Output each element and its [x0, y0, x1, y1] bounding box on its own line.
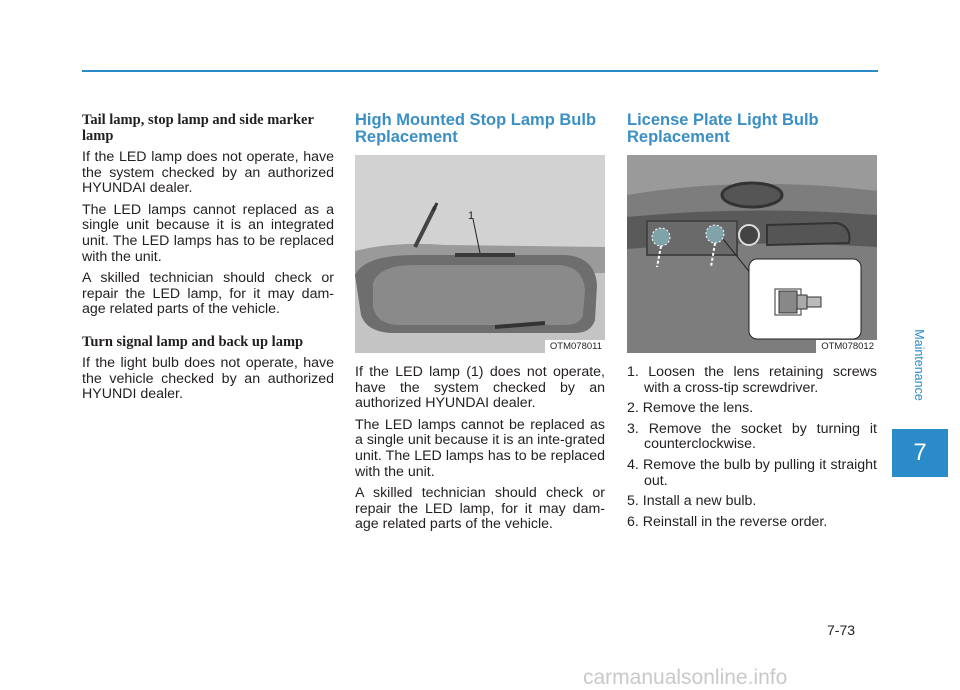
figure-license-plate-light [627, 155, 877, 353]
high-mounted-stop-lamp-title: High Mounted Stop Lamp Bulb Replacement [355, 111, 597, 146]
step-item: 4. Remove the bulb by pulling it straight out. [627, 456, 877, 489]
page-number: 7-73 [827, 622, 856, 638]
callout-1: 1 [468, 210, 475, 222]
step-item: 1. Loosen the lens retaining screws with a cross-tip screwdriver. [627, 364, 877, 396]
high-mounted-paragraph-3: A skilled technician should check or repair the LED lamp, for it may dam-age related parts of the vehicle. [355, 485, 605, 533]
step-item: 3. Remove the socket by turning it counterclockwise. [627, 420, 877, 453]
figure-rear-hatch [355, 155, 605, 353]
figure-code: OTM078011 [545, 340, 605, 353]
column-tail-lamp [82, 112, 334, 409]
replacement-steps [627, 365, 877, 530]
column-high-mounted-stop-lamp [355, 112, 605, 539]
tail-lamp-paragraph-1: If the LED lamp does not operate, have the system checked by an authorized HYUNDAI dealer. [82, 149, 334, 197]
license-plate-light-title: License Plate Light Bulb Replacement [627, 111, 819, 146]
section-side-label [892, 290, 946, 440]
tail-lamp-paragraph-2: The LED lamps cannot replaced as a single unit because it is an integrated unit. The LED lamps has to be replaced with the unit. [82, 201, 334, 265]
high-mounted-paragraph-1: If the LED lamp (1) does not operate, have the system checked by an authorized HYUNDAI dealer. [355, 364, 605, 412]
turn-signal-heading: Turn signal lamp and back up lamp [82, 333, 304, 350]
step-item: 2. Remove the lens. [627, 400, 754, 417]
license-plate-illustration [627, 155, 877, 353]
turn-signal-paragraph: If the light bulb does not operate, have the vehicle checked by an authorized HYUNDI dealer. [82, 354, 334, 403]
figure-code: OTM078012 [816, 340, 877, 353]
step-item: 6. Reinstall in the reverse order. [627, 513, 828, 530]
column-license-plate-light [627, 112, 877, 535]
high-mounted-paragraph-2: The LED lamps cannot be replaced as a single unit because it is an inte-grated unit. The LED lamps has to be replaced with the unit. [355, 416, 606, 480]
chapter-tab: 7 [892, 429, 948, 477]
top-rule [82, 70, 878, 72]
watermark: carmanualsonline.info [583, 666, 788, 689]
step-item: 5. Install a new bulb. [627, 493, 757, 510]
tail-lamp-paragraph-3: A skilled technician should check or repair the LED lamp, for it may dam-age related parts of the vehicle. [82, 270, 334, 318]
section-name: Maintenance [912, 329, 926, 401]
tail-lamp-heading: Tail lamp, stop lamp and side marker lamp [82, 112, 314, 144]
rear-hatch-illustration [355, 155, 605, 353]
